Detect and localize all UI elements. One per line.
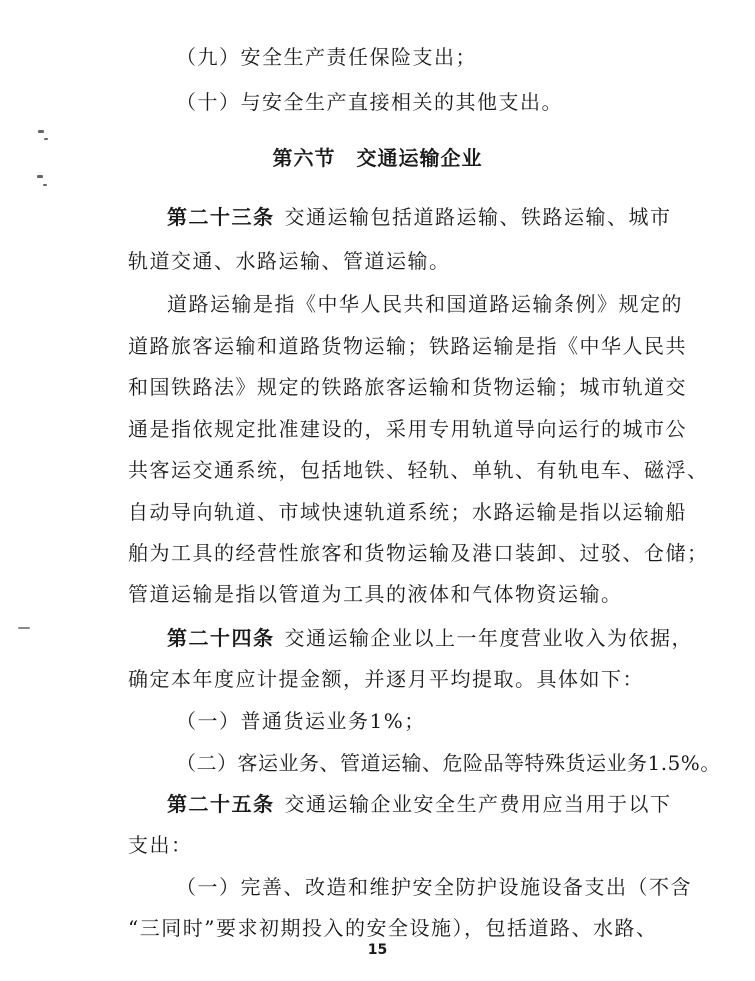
paragraph-line: “三同时”要求初期投入的安全设施），包括道路、水路、 — [128, 916, 658, 940]
article-number: 第二十三条 — [167, 205, 275, 229]
article-24-line-1 — [167, 626, 693, 650]
page-number: 15 — [367, 942, 388, 958]
scan-mark — [18, 627, 30, 629]
article-25-line-1 — [167, 792, 672, 816]
list-item: （一）普通货运业务1%； — [176, 709, 426, 733]
paragraph-line: 自动导向轨道、市域快速轨道系统；水路运输是指以运输船 — [128, 500, 687, 524]
paragraph-line: 道路旅客运输和道路货物运输；铁路运输是指《中华人民共 — [128, 334, 687, 358]
article-text: 交通运输企业以上一年度营业收入为依据， — [284, 626, 693, 650]
paragraph-line: 道路运输是指《中华人民共和国道路运输条例》规定的 — [167, 292, 683, 316]
scan-mark — [43, 184, 47, 186]
paragraph-line: 确定本年度应计提金额，并逐月平均提取。具体如下： — [128, 667, 644, 691]
paragraph-line: 和国铁路法》规定的铁路旅客运输和货物运输；城市轨道交 — [128, 375, 687, 399]
scan-mark — [38, 130, 44, 133]
article-number: 第二十五条 — [167, 792, 275, 816]
paragraph-line: 支出： — [128, 833, 193, 857]
paragraph-line: 舶为工具的经营性旅客和货物运输及港口装卸、过驳、仓储； — [128, 541, 709, 565]
line-item-10: （十）与安全生产直接相关的其他支出。 — [176, 90, 563, 114]
scan-mark — [37, 175, 43, 178]
paragraph-line: 共客运交通系统，包括地铁、轻轨、单轨、有轨电车、磁浮、 — [128, 458, 709, 482]
list-item: （二）客运业务、管道运输、危险品等特殊货运业务1.5%。 — [176, 751, 721, 775]
list-item: （一）完善、改造和维护安全防护设施设备支出（不含 — [176, 875, 692, 899]
article-number: 第二十四条 — [167, 626, 275, 650]
line-item-9: （九）安全生产责任保险支出； — [176, 45, 477, 69]
paragraph-line: 通是指依规定批准建设的，采用专用轨道导向运行的城市公 — [128, 417, 687, 441]
scan-mark — [44, 138, 48, 140]
section-title: 第六节 交通运输企业 — [272, 146, 483, 170]
article-text: 交通运输包括道路运输、铁路运输、城市 — [284, 205, 672, 229]
article-text: 交通运输企业安全生产费用应当用于以下 — [284, 792, 672, 816]
paragraph-line: 管道运输是指以管道为工具的液体和气体物资运输。 — [128, 582, 623, 606]
article-23-line-1 — [167, 205, 672, 229]
paragraph-line: 轨道交通、水路运输、管道运输。 — [128, 249, 451, 273]
